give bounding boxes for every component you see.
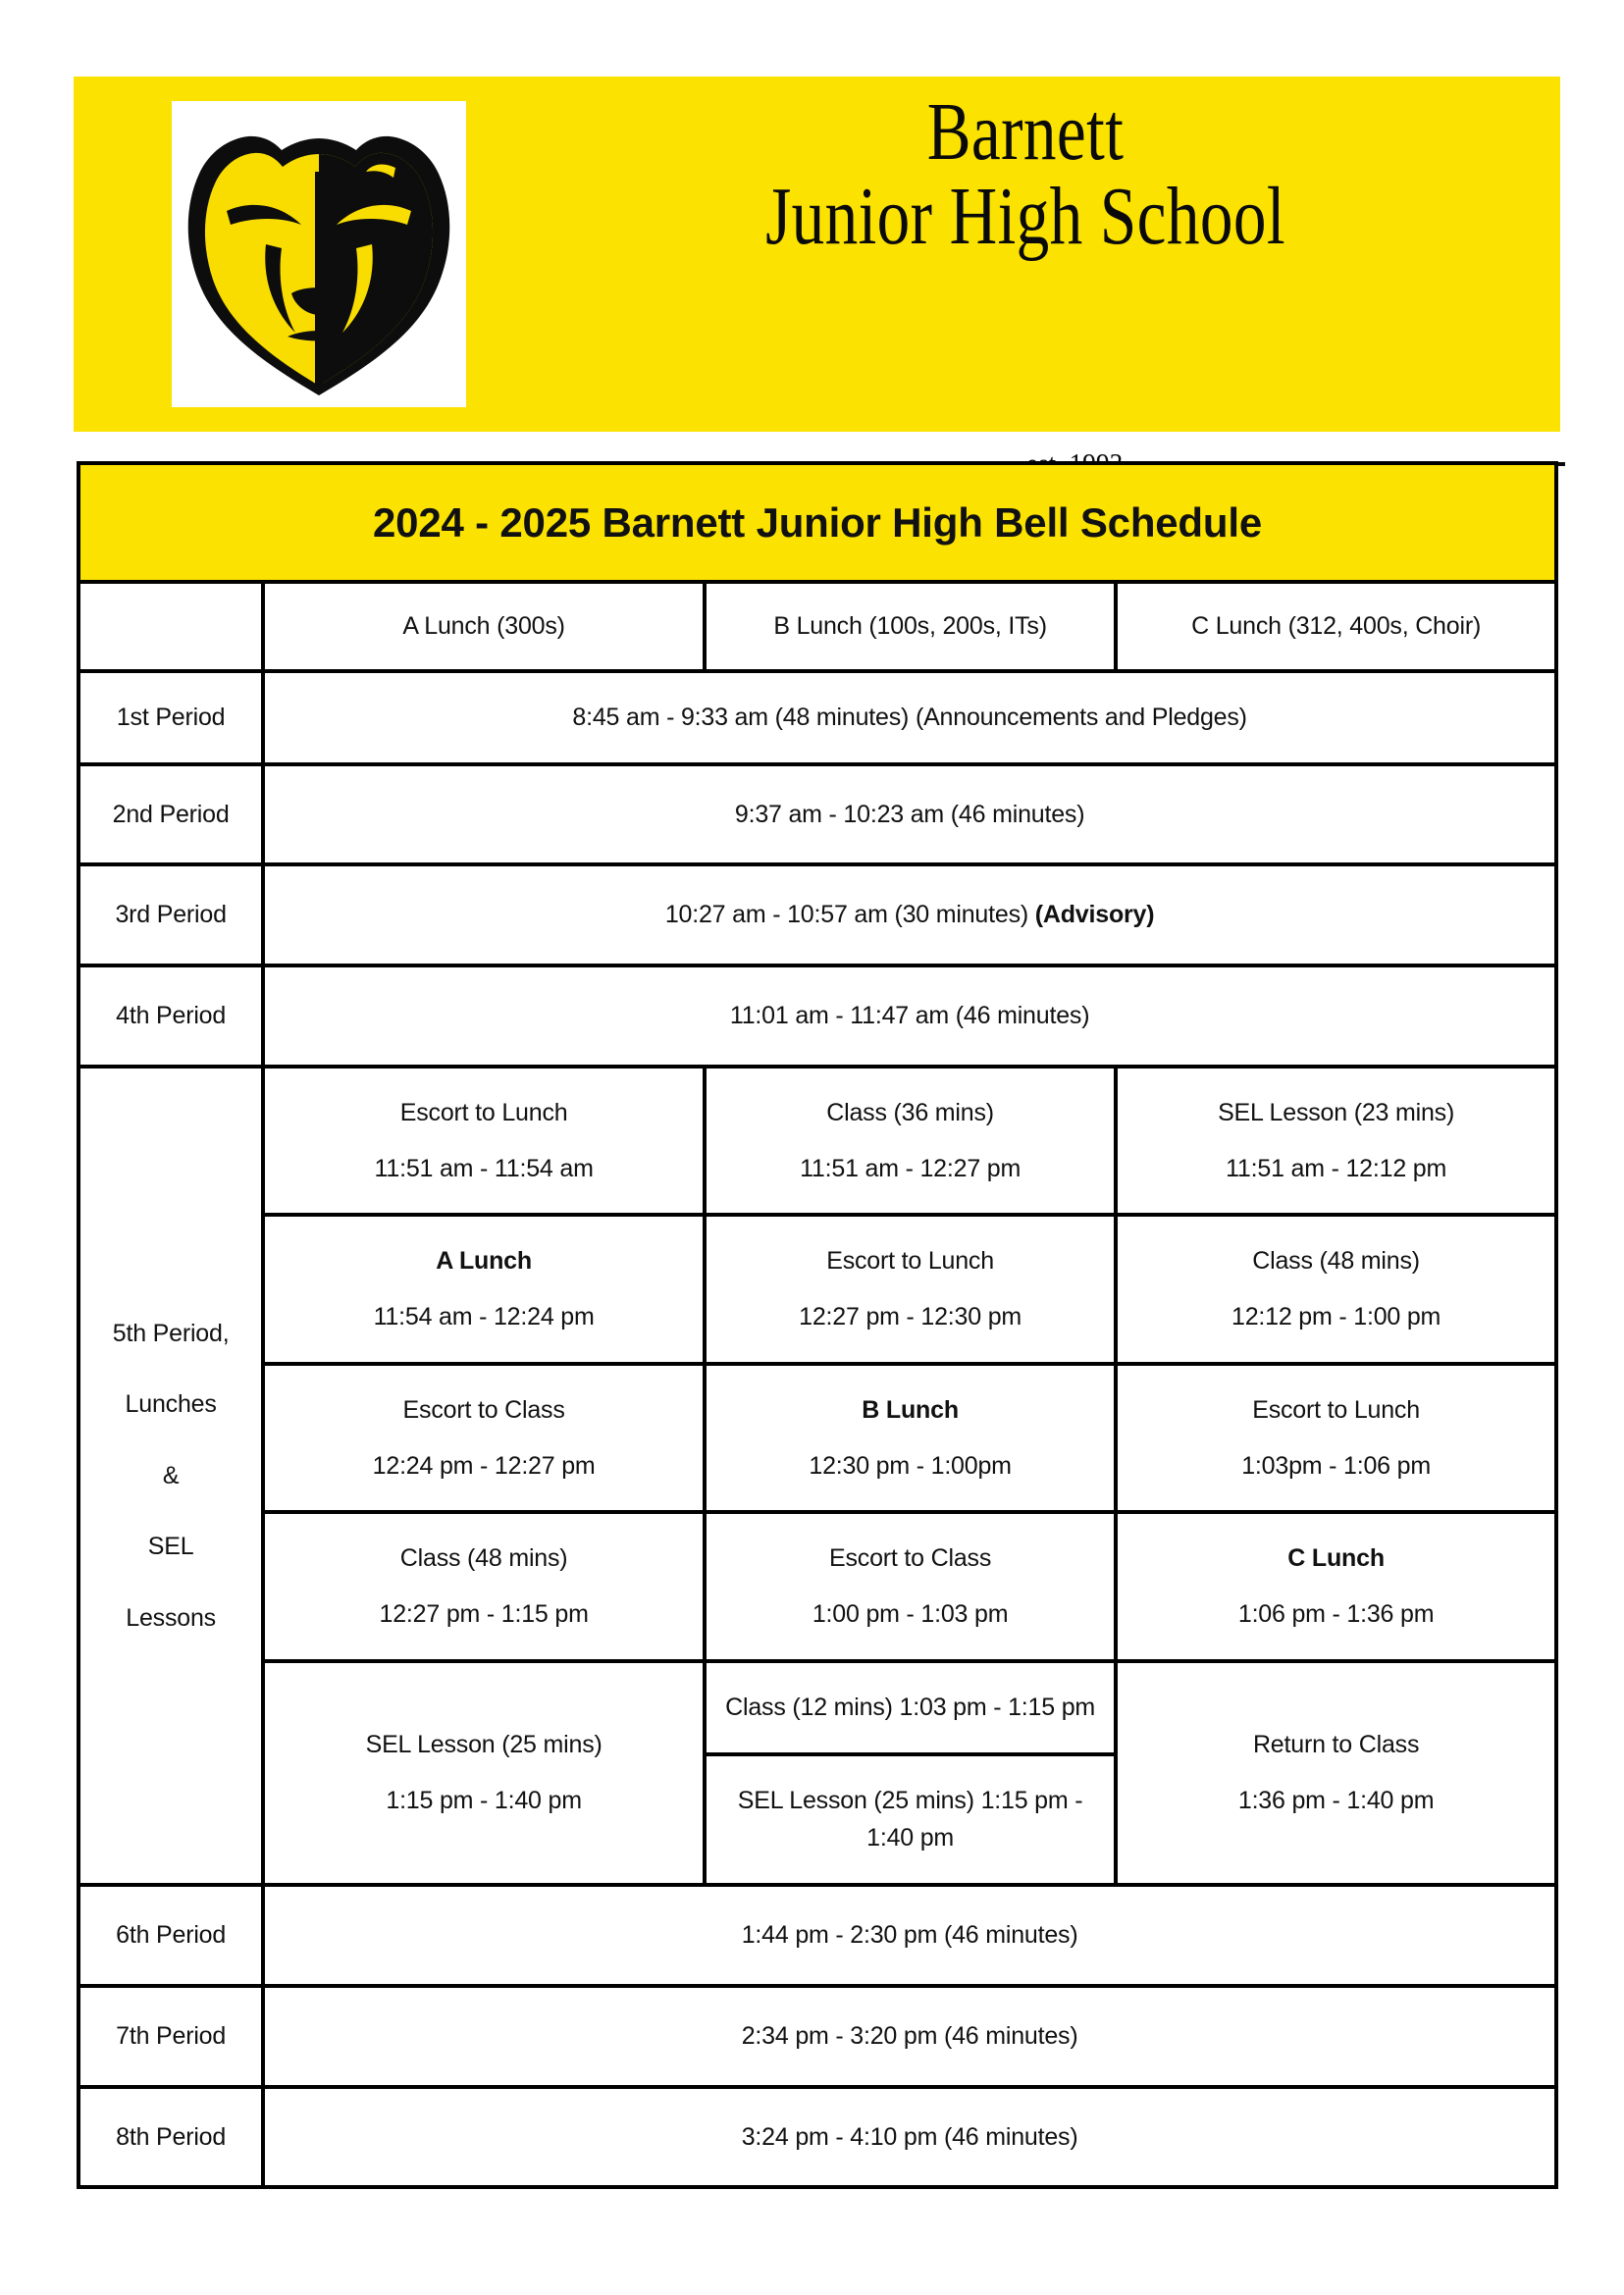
- period-2-label: 2nd Period: [79, 764, 263, 865]
- lunch-row2-b-activity: Escort to Lunch: [826, 1247, 994, 1276]
- lunch-row4-a-activity: Class (48 mins): [399, 1544, 568, 1573]
- lunch-row5-b-sub1-row: [707, 1663, 1114, 1754]
- lunch-row2-a-activity: A Lunch: [436, 1247, 532, 1276]
- lunch-row5-a: [263, 1661, 705, 1885]
- lunch-row3-b-time: 12:30 pm - 1:00pm: [809, 1451, 1012, 1480]
- lunch-row3-b: [705, 1364, 1116, 1513]
- period-5-label: [79, 1067, 263, 1885]
- period-3-label: 3rd Period: [79, 864, 263, 965]
- header-blank-cell: [79, 582, 263, 671]
- lunch-row3-a-time: 12:24 pm - 12:27 pm: [372, 1451, 596, 1480]
- period-3-row: [79, 864, 1556, 965]
- lunch-row4-a: [263, 1512, 705, 1661]
- period-2-row: [79, 764, 1556, 865]
- period-1-time-text: 8:45 am - 9:33 am (48 minutes): [572, 703, 910, 731]
- lunch-row5-c-activity: Return to Class: [1252, 1731, 1420, 1759]
- lunch-row4-b-activity: Escort to Class: [829, 1544, 992, 1573]
- lunch-row5-a-time: 1:15 pm - 1:40 pm: [386, 1786, 582, 1814]
- header-c-lunch: C Lunch (312, 400s, Choir): [1116, 582, 1556, 671]
- period-5-label-line4: SEL: [147, 1533, 194, 1561]
- lunch-row1-a-time: 11:51 am - 11:54 am: [374, 1154, 594, 1182]
- lunch-row3-a-activity: Escort to Class: [402, 1395, 565, 1424]
- lunch-row-5: [79, 1661, 1556, 1885]
- period-1-row: [79, 671, 1556, 764]
- schedule-table-wrapper: [77, 461, 1558, 2189]
- lunch-row2-c: [1116, 1215, 1556, 1364]
- school-name-line2: Junior High School: [765, 171, 1285, 263]
- period-1-time: [263, 671, 1556, 764]
- lunch-row1-c-time: 11:51 am - 12:12 pm: [1226, 1154, 1447, 1182]
- bear-mascot-logo-icon: [172, 101, 466, 407]
- lunch-row2-b-time: 12:27 pm - 12:30 pm: [799, 1303, 1022, 1331]
- lunch-row1-c: [1116, 1067, 1556, 1216]
- lunch-row1-c-activity: SEL Lesson (23 mins): [1218, 1098, 1455, 1126]
- header-banner-inner: [74, 77, 1560, 432]
- period-7-label: 7th Period: [79, 1986, 263, 2087]
- period-4-row: [79, 965, 1556, 1067]
- period-5-label-line5: Lessons: [126, 1603, 216, 1632]
- period-7-row: [79, 1986, 1556, 2087]
- period-1-note: (Announcements and Pledges): [915, 703, 1247, 731]
- lunch-row5-c: [1116, 1661, 1556, 1885]
- lunch-row1-a: [263, 1067, 705, 1216]
- lunch-row-2: [79, 1215, 1556, 1364]
- lunch-row5-b-sub1-activity: Class (12 mins): [725, 1693, 893, 1721]
- lunch-row5-b-sub2-activity: SEL Lesson (25 mins): [737, 1786, 974, 1814]
- period-8-time: 3:24 pm - 4:10 pm (46 minutes): [263, 2087, 1556, 2188]
- period-6-label: 6th Period: [79, 1885, 263, 1986]
- lunch-row5-b: [705, 1661, 1116, 1885]
- lunch-row5-b-sub2-row: [707, 1754, 1114, 1884]
- lunch-row1-b-time: 11:51 am - 12:27 pm: [800, 1154, 1022, 1182]
- lunch-row-3: [79, 1364, 1556, 1513]
- schedule-title: 2024 - 2025 Barnett Junior High Bell Schedule: [79, 463, 1556, 582]
- lunch-row2-c-time: 12:12 pm - 1:00 pm: [1231, 1303, 1441, 1331]
- lunch-row4-b-time: 1:00 pm - 1:03 pm: [812, 1600, 1009, 1629]
- bell-schedule-table: [77, 461, 1558, 2189]
- period-5-label-line2: Lunches: [125, 1390, 217, 1419]
- lunch-row2-c-activity: Class (48 mins): [1252, 1247, 1420, 1276]
- table-header-row: [79, 582, 1556, 671]
- lunch-row2-b: [705, 1215, 1116, 1364]
- lunch-row4-a-time: 12:27 pm - 1:15 pm: [379, 1600, 589, 1629]
- period-7-time: 2:34 pm - 3:20 pm (46 minutes): [263, 1986, 1556, 2087]
- period-4-label: 4th Period: [79, 965, 263, 1067]
- lunch-row2-a: [263, 1215, 705, 1364]
- period-3-advisory-badge: (Advisory): [1034, 901, 1155, 929]
- period-8-label: 8th Period: [79, 2087, 263, 2188]
- lunch-row-1: [79, 1067, 1556, 1216]
- period-4-time: 11:01 am - 11:47 am (46 minutes): [263, 965, 1556, 1067]
- lunch-row-4: [79, 1512, 1556, 1661]
- lunch-row3-c-activity: Escort to Lunch: [1252, 1395, 1420, 1424]
- period-6-time: 1:44 pm - 2:30 pm (46 minutes): [263, 1885, 1556, 1986]
- lunch-row1-b-activity: Class (36 mins): [826, 1098, 994, 1126]
- school-name-line1: Barnett: [926, 86, 1125, 178]
- period-3-time: [263, 864, 1556, 965]
- table-title-row: [79, 463, 1556, 582]
- lunch-row2-a-time: 11:54 am - 12:24 pm: [373, 1303, 595, 1331]
- lunch-row5-a-activity: SEL Lesson (25 mins): [365, 1731, 602, 1759]
- lunch-row1-a-activity: Escort to Lunch: [399, 1098, 568, 1126]
- header-a-lunch: A Lunch (300s): [263, 582, 705, 671]
- header-banner: [74, 77, 1560, 432]
- school-name: [505, 86, 1545, 263]
- period-8-row: [79, 2087, 1556, 2188]
- lunch-row1-b: [705, 1067, 1116, 1216]
- period-6-row: [79, 1885, 1556, 1986]
- lunch-row3-c-time: 1:03pm - 1:06 pm: [1241, 1451, 1431, 1480]
- lunch-row4-c: [1116, 1512, 1556, 1661]
- period-2-time: 9:37 am - 10:23 am (46 minutes): [263, 764, 1556, 865]
- period-5-label-line1: 5th Period,: [112, 1319, 230, 1347]
- lunch-row5-b-sub2: [707, 1754, 1114, 1884]
- lunch-row3-b-activity: B Lunch: [862, 1395, 959, 1424]
- lunch-row5-b-sub1: [707, 1663, 1114, 1754]
- lunch-row5-b-sub2-time: 1:15 pm - 1:40 pm: [866, 1786, 1083, 1852]
- lunch-row5-b-subtable: [707, 1663, 1114, 1883]
- lunch-row4-c-time: 1:06 pm - 1:36 pm: [1237, 1600, 1435, 1629]
- lunch-row4-b: [705, 1512, 1116, 1661]
- lunch-row4-c-activity: C Lunch: [1287, 1544, 1385, 1573]
- lunch-row5-c-time: 1:36 pm - 1:40 pm: [1237, 1786, 1435, 1814]
- period-1-label: 1st Period: [79, 671, 263, 764]
- lunch-row3-a: [263, 1364, 705, 1513]
- period-5-label-line3: &: [162, 1461, 180, 1489]
- header-b-lunch: B Lunch (100s, 200s, ITs): [705, 582, 1116, 671]
- lunch-row5-b-sub1-time: 1:03 pm - 1:15 pm: [899, 1693, 1096, 1721]
- period-3-time-text: 10:27 am - 10:57 am (30 minutes): [664, 901, 1035, 929]
- lunch-row3-c: [1116, 1364, 1556, 1513]
